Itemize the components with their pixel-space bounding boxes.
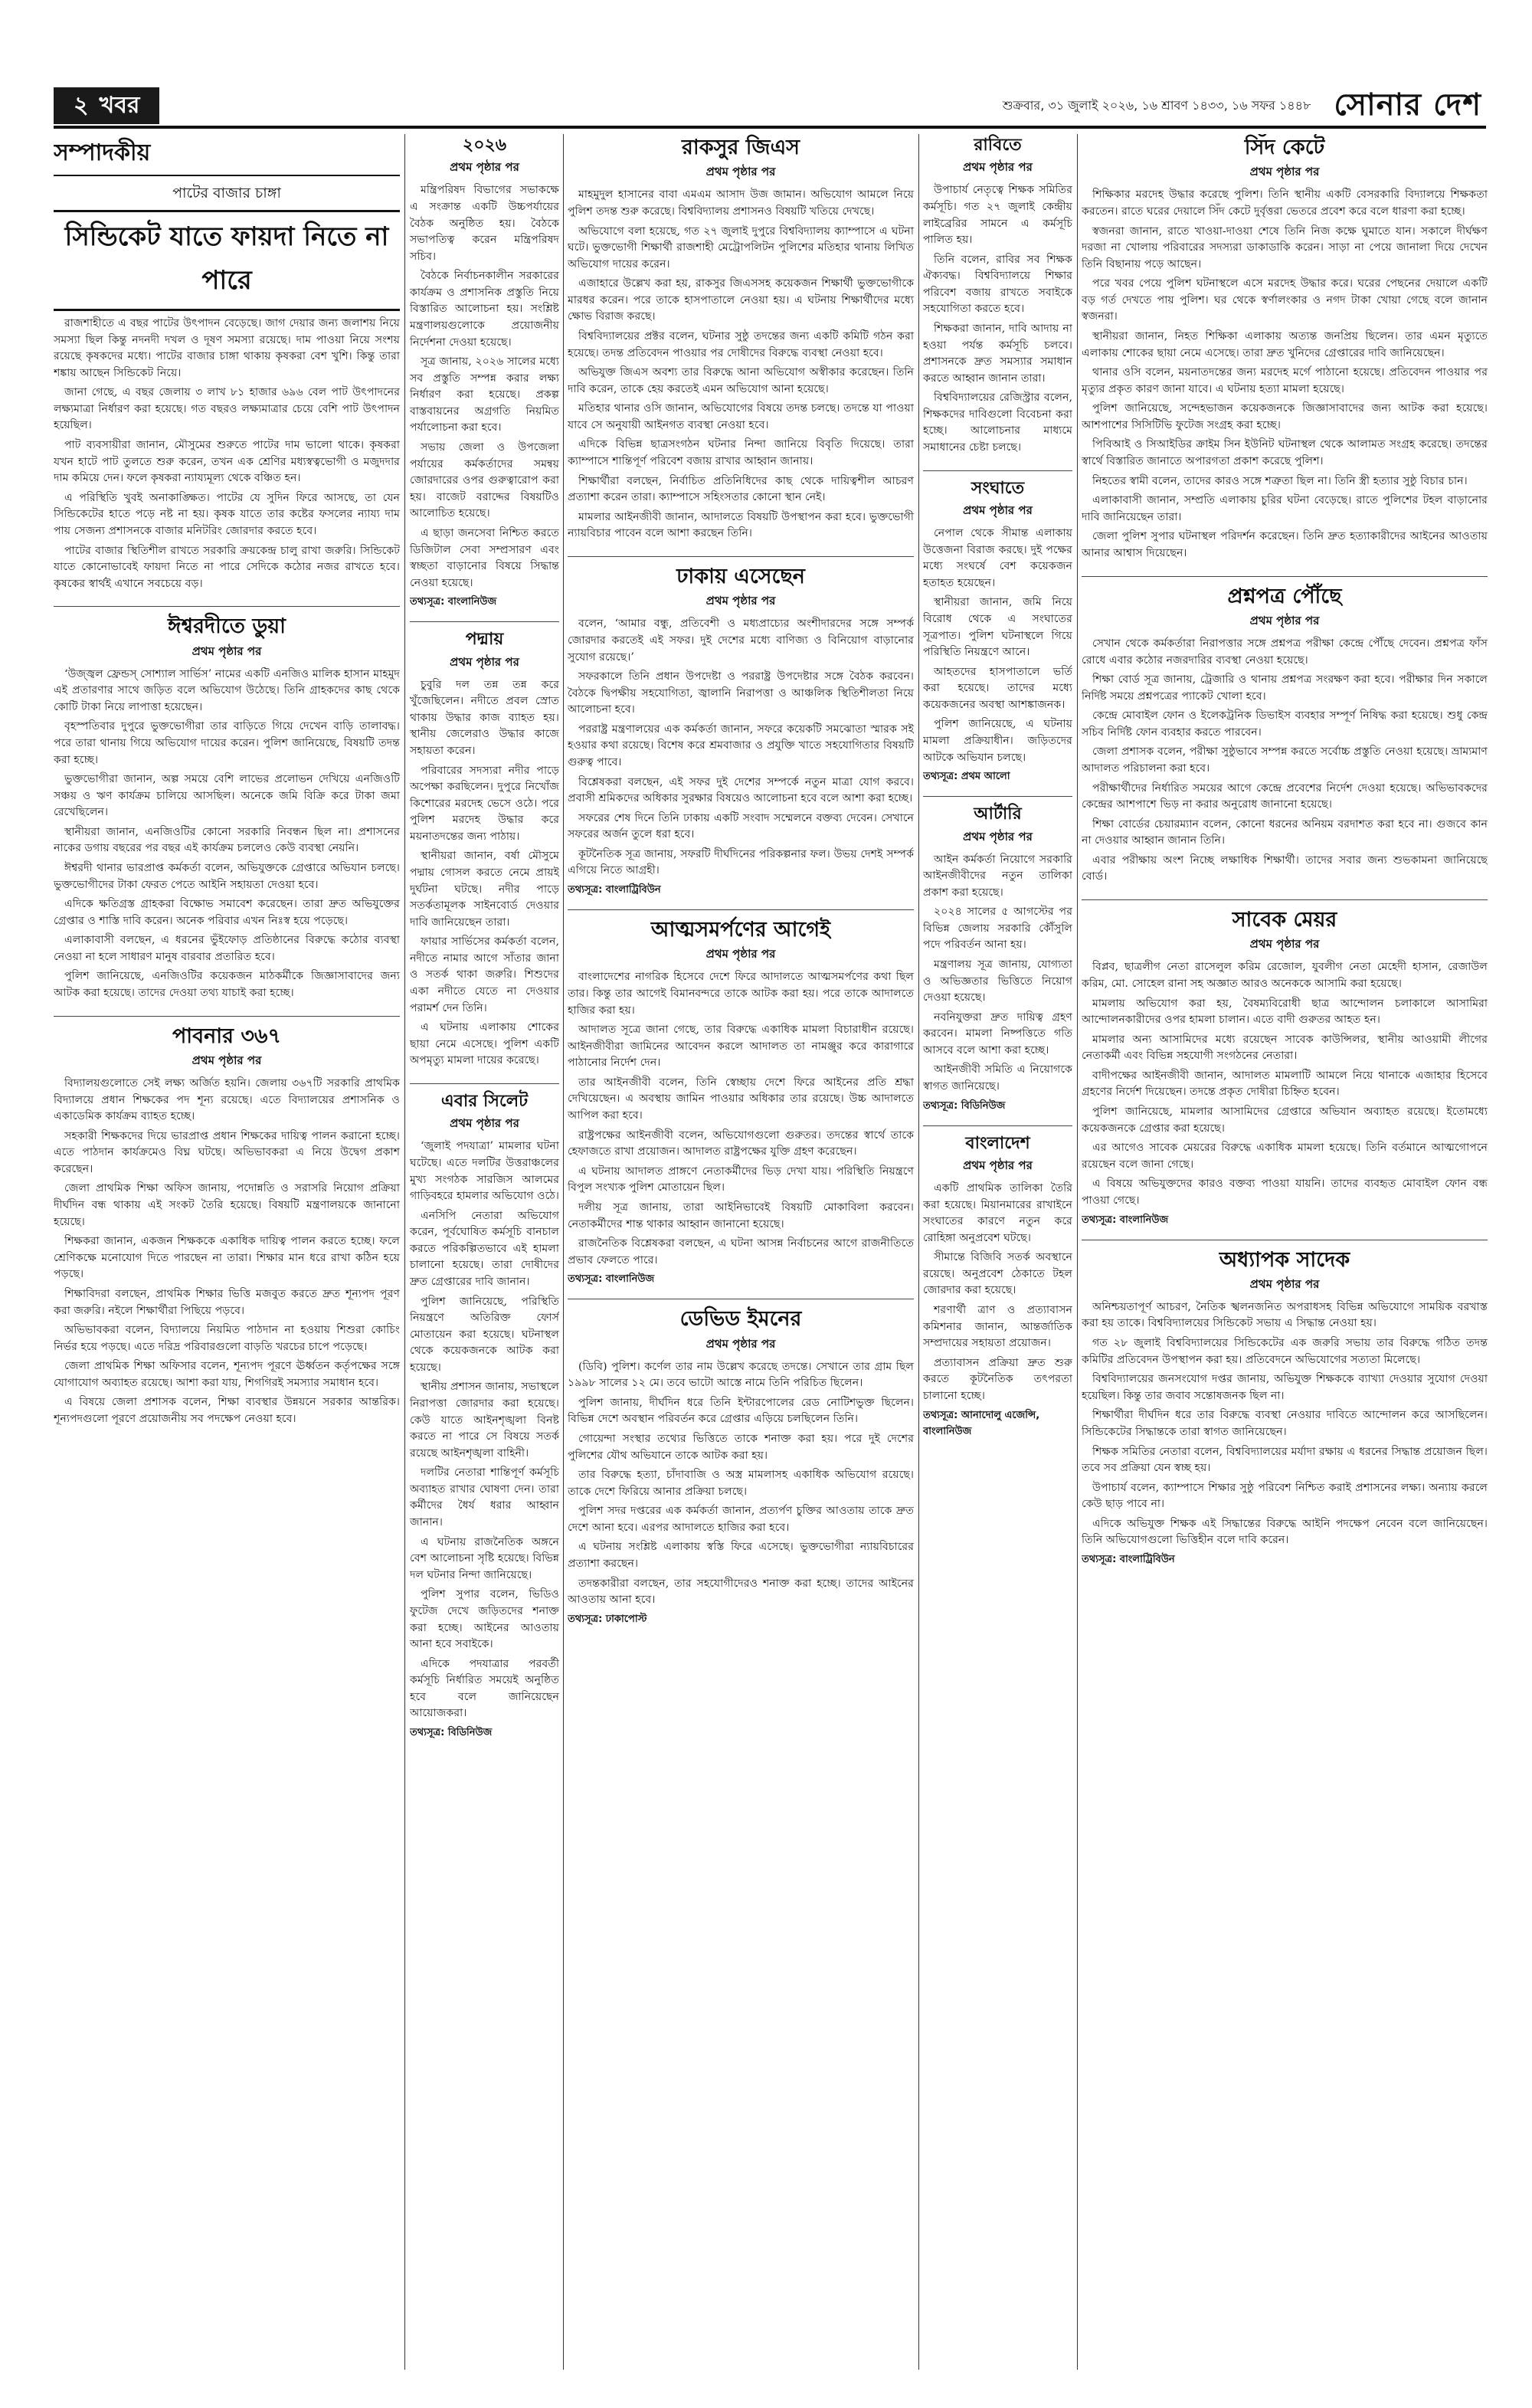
paragraph: শিক্ষকরা জানান, একজন শিক্ষককে একাধিক দায়িত্ব পালন করতে হচ্ছে। ফলে শ্রেণিকক্ষে মনোযোগ দিতে পারছেন না তারা। শিক্ষার মান ধরে রাখা কঠিন হয়ে পড়ছে।: [54, 1235, 400, 1281]
story-david-emon: [568, 1299, 914, 1627]
continuation-label: প্রথম পৃষ্ঠার পর: [1249, 1276, 1320, 1291]
paragraph: এদিকে ক্ষতিগ্রস্ত গ্রাহকরা বিক্ষোভ সমাবেশ করেছেন। তারা দ্রুত অভিযুক্তের গ্রেপ্তার ও শাস্তি দাবি করেন। অনেক পরিবার এখন নিঃস্ব হয়ে পড়েছে।: [54, 898, 400, 927]
story-source: তথ্যসূত্র: বিডিনিউজ: [410, 1727, 493, 1738]
continuation-label: প্রথম পৃষ্ঠার পর: [963, 1158, 1033, 1172]
paragraph: রাষ্ট্রপক্ষের আইনজীবী বলেন, অভিযোগগুলো গুরুতর। তদন্তের স্বার্থে তাকে হেফাজতে রাখা প্রয়োজন। আদালত রাষ্ট্রপক্ষের যুক্তি গ্রহণ করেছেন।: [568, 1129, 914, 1158]
paragraph: এ পরিস্থিতি খুবই অনাকাঙ্ক্ষিত। পাটের যে সুদিন ফিরে আসছে, তা যেন সিন্ডিকেটের হাতে পড়ে নষ্ট না হয়। কৃষক যাতে তার কষ্টের ফসলের ন্যায্য দাম পায় সেজন্য প্রশাসনকে বাজার মনিটরিং জোরদার করতে হবে।: [54, 491, 400, 537]
paragraph: জেলা প্রশাসক বলেন, পরীক্ষা সুষ্ঠুভাবে সম্পন্ন করতে সর্বোচ্চ প্রস্তুতি নেওয়া হয়েছে। ভ্রাম্যমাণ আদালত পরিচালনা করা হবে।: [1082, 745, 1488, 775]
paragraph: আহতদের হাসপাতালে ভর্তি করা হয়েছে। তাদের মধ্যে কয়েকজনের অবস্থা আশঙ্কাজনক।: [923, 665, 1072, 711]
continuation-label: প্রথম পৃষ্ঠার পর: [705, 947, 776, 962]
continuation-label: প্রথম পৃষ্ঠার পর: [450, 654, 519, 669]
paragraph: সীমান্তে বিজিবি সতর্ক অবস্থানে রয়েছে। অনুপ্রবেশ ঠেকাতে টহল জোরদার করা হয়েছে।: [923, 1251, 1072, 1297]
paragraph: তার বিরুদ্ধে হত্যা, চাঁদাবাজি ও অস্ত্র মামলাসহ একাধিক অভিযোগ রয়েছে। তাকে দেশে ফিরিয়ে আনার প্রক্রিয়া চলছে।: [568, 1469, 914, 1498]
paragraph: পুলিশ সদর দপ্তরের এক কর্মকর্তা জানান, প্রত্যর্পণ চুক্তির আওতায় তাকে দ্রুত দেশে আনা হবে। এরপর আদালতে হাজির করা হবে।: [568, 1505, 914, 1534]
story-source: তথ্যসূত্র: প্রথম আলো: [923, 771, 1010, 783]
paragraph: মামলার অন্য আসামিদের মধ্যে রয়েছেন সাবেক কাউন্সিলর, স্থানীয় আওয়ামী লীগের নেতাকর্মী এবং বিভিন্ন সহযোগী সংগঠনের নেতারা।: [1082, 1033, 1488, 1063]
continuation-label: প্রথম পৃষ্ঠার পর: [192, 1053, 262, 1068]
paragraph: অভিভাবকরা বলেন, বিদ্যালয়ে নিয়মিত পাঠদান না হওয়ায় শিশুরা কোচিং নির্ভর হয়ে পড়ছে। এতে দরিদ্র পরিবারগুলো বাড়তি খরচের চাপে পড়েছে।: [54, 1324, 400, 1353]
paragraph: বিদ্যালয়গুলোতে সেই লক্ষ্য অর্জিত হয়নি। জেলায় ৩৬৭টি সরকারি প্রাথমিক বিদ্যালয়ে প্রধান শিক্ষকের পদ শূন্য রয়েছে। এতে বিদ্যালয়ের প্রশাসনিক ও একাডেমিক কার্যক্রম ব্যাহত হচ্ছে।: [54, 1077, 400, 1123]
continuation-label: প্রথম পৃষ্ঠার পর: [963, 160, 1033, 175]
story-professor-sadek: [1082, 1240, 1488, 1568]
paragraph: এজাহারে উল্লেখ করা হয়, রাকসুর জিএসসহ কয়েকজন শিক্ষার্থী ভুক্তভোগীকে মারধর করেন। পরে তাকে হাসপাতালে নেওয়া হয়। এ ঘটনায় শিক্ষার্থীদের মধ্যে ক্ষোভ বিরাজ করছে।: [568, 277, 914, 323]
story-headline: সংঘাতে: [971, 478, 1025, 498]
story-dhaka-visit: [568, 556, 914, 899]
paragraph: এবার পরীক্ষায় অংশ নিচ্ছে লক্ষাধিক শিক্ষার্থী। তাদের সবার জন্য শুভকামনা জানিয়েছে বোর্ড।: [1082, 853, 1488, 883]
story-headline: পাবনার ৩৬৭: [172, 1024, 282, 1048]
paragraph: বিশ্লেষকরা বলছেন, এই সফর দুই দেশের সম্পর্কে নতুন মাত্রা যোগ করবে। প্রবাসী শ্রমিকদের অধিকার সুরক্ষার বিষয়েও আলোচনা হবে বলে আশা করা হচ্ছে।: [568, 775, 914, 805]
paragraph: শিক্ষার্থীরা বলছেন, নির্বাচিত প্রতিনিধিদের কাছ থেকে দায়িত্বশীল আচরণ প্রত্যাশা করেন তারা। ক্যাম্পাসে সহিংসতার কোনো স্থান নেই।: [568, 474, 914, 504]
paragraph: এ ছাড়া জনসেবা নিশ্চিত করতে ডিজিটাল সেবা সম্প্রসারণ এবং স্বচ্ছতা বাড়ানোর বিষয়ে সিদ্ধান্ত নেওয়া হয়েছে।: [410, 526, 559, 589]
column-rule: [404, 134, 405, 2370]
continuation-label: প্রথম পৃষ্ঠার পর: [1249, 165, 1320, 179]
paragraph: থানার ওসি বলেন, ময়নাতদন্তের জন্য মরদেহ মর্গে পাঠানো হয়েছে। প্রতিবেদন পাওয়ার পর মৃত্যুর প্রকৃত কারণ জানা যাবে। এ ঘটনায় হত্যা মামলা হয়েছে।: [1082, 366, 1488, 395]
paragraph: শরণার্থী ত্রাণ ও প্রত্যাবাসন কমিশনার জানান, আন্তর্জাতিক সম্প্রদায়ের সহায়তা প্রয়োজন।: [923, 1304, 1072, 1350]
paragraph: এনসিপি নেতারা অভিযোগ করেন, পূর্বঘোষিত কর্মসূচি বানচাল করতে পরিকল্পিতভাবে এই হামলা চালানো হয়েছে। তারা দোষীদের দ্রুত গ্রেপ্তারের দাবি জানান।: [410, 1209, 559, 1288]
paragraph: মন্ত্রিপরিষদ বিভাগের সভাকক্ষে এ সংক্রান্ত একটি উচ্চপর্যায়ের বৈঠক অনুষ্ঠিত হয়। বৈঠকে সভাপতিত্ব করেন মন্ত্রিপরিষদ সচিব।: [410, 184, 559, 263]
continuation-label: প্রথম পৃষ্ঠার পর: [1249, 613, 1320, 627]
paragraph: কেন্দ্রে মোবাইল ফোন ও ইলেকট্রনিক ডিভাইস ব্যবহার সম্পূর্ণ নিষিদ্ধ করা হয়েছে। শুধু কেন্দ্র সচিব নির্দিষ্ট ফোন ব্যবহার করতে পারবেন।: [1082, 709, 1488, 739]
continuation-label: প্রথম পৃষ্ঠার পর: [705, 1336, 776, 1351]
paragraph: শিক্ষা বোর্ডের চেয়ারম্যান বলেন, কোনো ধরনের অনিয়ম বরদাশত করা হবে না। গুজবে কান না দেওয়ার আহ্বান জানান তিনি।: [1082, 817, 1488, 847]
paragraph: পরিবারের সদস্যরা নদীর পাড়ে অপেক্ষা করছিলেন। দুপুরে নিখোঁজ কিশোরের মরদেহ ভেসে ওঠে। পরে পুলিশ মরদেহ উদ্ধার করে ময়নাতদন্তের জন্য পাঠায়।: [410, 764, 559, 843]
paragraph: পাট ব্যবসায়ীরা জানান, মৌসুমের শুরুতে পাটের দাম ভালো থাকে। কৃষকরা যখন হাটে পাট তুলতে শুরু করেন, তখন এক শ্রেণির মধ্যস্বত্বভোগী ও মজুদদার দাম কমিয়ে দেন। ফলে কৃষকরা ন্যায্যমূল্য থেকে বঞ্চিত হন।: [54, 439, 400, 485]
paragraph: পিবিআই ও সিআইডির ক্রাইম সিন ইউনিট ঘটনাস্থল থেকে আলামত সংগ্রহ করেছে। তদন্তের স্বার্থে বিস্তারিত জানাতে অপারগতা প্রকাশ করেছে পুলিশ।: [1082, 438, 1488, 468]
paragraph: এ বিষয়ে জেলা প্রশাসক বলেন, শিক্ষা ব্যবস্থার উন্নয়নে সরকার আন্তরিক। শূন্যপদগুলো পূরণে প্রয়োজনীয় সব পদক্ষেপ নেওয়া হবে।: [54, 1396, 400, 1425]
paragraph: বাদীপক্ষের আইনজীবী জানান, আদালত মামলাটি আমলে নিয়ে থানাকে এজাহার হিসেবে গ্রহণের নির্দেশ দিয়েছেন। তদন্তে প্রকৃত দোষীরা চিহ্নিত হবেন।: [1082, 1069, 1488, 1099]
column-rule: [1077, 134, 1078, 2370]
paragraph: এর আগেও সাবেক মেয়রের বিরুদ্ধে একাধিক মামলা হয়েছে। তিনি বর্তমানে আত্মগোপনে রয়েছেন বলে জানা গেছে।: [1082, 1142, 1488, 1171]
paragraph: মাহমুদুল হাসানের বাবা এমএম আসাদ উজ জামান। অভিযোগ আমলে নিয়ে পুলিশ তদন্ত শুরু করেছে। বিশ্ববিদ্যালয় প্রশাসনও বিষয়টি খতিয়ে দেখছে।: [568, 188, 914, 218]
paragraph: বৃহস্পতিবার দুপুরে ভুক্তভোগীরা তার বাড়িতে গিয়ে দেখেন বাড়ি তালাবদ্ধ। পরে তারা থানায় গিয়ে অভিযোগ দায়ের করেন। পুলিশ জানিয়েছে, বিষয়টি তদন্ত করা হচ্ছে।: [54, 720, 400, 766]
paragraph: (ডিবি) পুলিশ। কর্ণেল তার নাম উল্লেখ করেছে তদন্তে। সেখানে তার গ্রাম ছিল ১৯৯৮ সালের ১২ মে। তবে ভাটো আস্তে নামে তিনি পরিচিত ছিলেন।: [568, 1360, 914, 1390]
paragraph: স্থানীয়রা জানান, এনজিওটির কোনো সরকারি নিবন্ধন ছিল না। প্রশাসনের নাকের ডগায় বছরের পর বছর এই কার্যক্রম চললেও কেউ ব্যবস্থা নেয়নি।: [54, 825, 400, 855]
paragraph: শিক্ষিকার মরদেহ উদ্ধার করেছে পুলিশ। তিনি স্থানীয় একটি বেসরকারি বিদ্যালয়ে শিক্ষকতা করতেন। রাতে ঘরের দেয়ালে সিঁদ কেটে দুর্বৃত্তরা ভেতরে প্রবেশ করে বলে ধারণা করা হচ্ছে।: [1082, 188, 1488, 218]
column-1: [54, 134, 400, 2370]
column-5: [1082, 134, 1488, 2370]
editorial-headline: সিন্ডিকেট যাতে ফায়দা নিতে না পারে: [54, 210, 400, 311]
story-headline: আত্মসমর্পণের আগেই: [650, 918, 831, 942]
story-conflict: [923, 470, 1072, 785]
page-header: [54, 86, 1486, 129]
story-headline: অধ্যাপক সাদেক: [1219, 1247, 1350, 1272]
story-headline: ঈশ্বরদীতে ডুয়া: [168, 614, 286, 639]
paragraph: পাটের বাজার স্থিতিশীল রাখতে সরকারি ক্রয়কেন্দ্র চালু রাখা জরুরি। সিন্ডিকেট যাতে কোনোভাবেই ফায়দা নিতে না পারে সেদিকে কঠোর নজর রাখতে হবে। কৃষকের স্বার্থই এখানে সবচেয়ে বড়।: [54, 544, 400, 590]
paragraph: শিক্ষার্থীরা দীর্ঘদিন ধরে তার বিরুদ্ধে ব্যবস্থা নেওয়ার দাবিতে আন্দোলন করে আসছিলেন। সিন্ডিকেটের সিদ্ধান্তকে তারা স্বাগত জানিয়েছেন।: [1082, 1409, 1488, 1438]
story-headline: রাকসুর জিএস: [682, 136, 800, 159]
story-headline: পদ্মায়: [465, 630, 504, 650]
story-headline: ঢাকায় এসেছেন: [676, 564, 805, 588]
story-sind-kete: [1082, 134, 1488, 565]
paragraph: বিশ্ববিদ্যালয়ের রেজিস্ট্রার বলেন, শিক্ষকদের দাবিগুলো বিবেচনা করা হচ্ছে। আলোচনার মাধ্যমে সমাধানের চেষ্টা চলছে।: [923, 392, 1072, 454]
paragraph: ‘জুলাই পদযাত্রা’ মামলার ঘটনা ঘটেছে। এতে দলটির উত্তরাঞ্চলের মুখ্য সংগঠক সারজিস আলমের গাড়িবহরে হামলার অভিযোগ ওঠে।: [410, 1140, 559, 1203]
paragraph: পুলিশ জানিয়েছে, মামলার আসামিদের গ্রেপ্তারে অভিযান অব্যাহত রয়েছে। ইতোমধ্যে কয়েকজনকে গ্রেপ্তার করা হয়েছে।: [1082, 1106, 1488, 1135]
story-headline: ২০২৬: [462, 136, 507, 155]
story-rabi: [923, 134, 1072, 460]
paragraph: সূত্র জানায়, ২০২৬ সালের মধ্যে সব প্রস্তুতি সম্পন্ন করার লক্ষ্য নির্ধারণ করা হয়েছে। প্রকল্প বাস্তবায়নের অগ্রগতি নিয়মিত পর্যালোচনা করা হবে।: [410, 355, 559, 434]
story-surrender: [568, 909, 914, 1288]
page-badge: [54, 87, 159, 124]
paragraph: নবনিযুক্তরা দ্রুত দায়িত্ব গ্রহণ করবেন। মামলা নিষ্পত্তিতে গতি আসবে বলে আশা করা হচ্ছে।: [923, 1011, 1072, 1057]
paragraph: ভুক্তভোগীরা জানান, অল্প সময়ে বেশি লাভের প্রলোভন দেখিয়ে এনজিওটি সঞ্চয় ও ঋণ কার্যক্রম চালিয়ে আসছিল। অনেকে জমি বিক্রি করে টাকা জমা রেখেছিলেন।: [54, 773, 400, 819]
paragraph: জানা গেছে, এ বছর জেলায় ৩ লাখ ৮১ হাজার ৬৯৬ বেল পাট উৎপাদনের লক্ষ্যমাত্রা নির্ধারণ করা হয়েছে। গত বছরও লক্ষ্যমাত্রার চেয়ে বেশি পাট উৎপাদন হয়েছিল।: [54, 386, 400, 432]
paragraph: ঈশ্বরদী থানার ভারপ্রাপ্ত কর্মকর্তা বলেন, অভিযুক্তকে গ্রেপ্তারে অভিযান চলছে। ভুক্তভোগীদের টাকা ফেরত পেতে আইনি সহায়তা দেওয়া হবে।: [54, 862, 400, 891]
continuation-label: প্রথম পৃষ্ঠার পর: [192, 644, 262, 658]
story-sylhet: [410, 1083, 559, 1741]
paragraph: নিহতের স্বামী বলেন, তাদের কারও সঙ্গে শত্রুতা ছিল না। তিনি স্ত্রী হত্যার সুষ্ঠু বিচার চান।: [1092, 474, 1468, 487]
page-number: ২: [74, 91, 89, 119]
story-pabna: [54, 1016, 400, 1431]
paragraph: আইনজীবী সমিতি এ নিয়োগকে স্বাগত জানিয়েছে।: [923, 1063, 1072, 1093]
paragraph: এ ঘটনায় রাজনৈতিক অঙ্গনে বেশ আলোচনা সৃষ্টি হয়েছে। বিভিন্ন দল ঘটনার নিন্দা জানিয়েছে।: [410, 1535, 559, 1581]
paragraph: জেলা প্রাথমিক শিক্ষা অফিসার বলেন, শূন্যপদ পূরণে ঊর্ধ্বতন কর্তৃপক্ষের সঙ্গে যোগাযোগ অব্যাহত রয়েছে। আশা করা যায়, শিগগিরই সমস্যার সমাধান হবে।: [54, 1360, 400, 1389]
paragraph: শিক্ষকরা জানান, দাবি আদায় না হওয়া পর্যন্ত কর্মসূচি চলবে। প্রশাসনকে দ্রুত সমস্যার সমাধান করতে আহ্বান জানান তারা।: [923, 323, 1072, 385]
story-padma: [410, 621, 559, 1073]
paragraph: আইন কর্মকর্তা নিয়োগে সরকারি আইনজীবীদের নতুন তালিকা প্রকাশ করা হয়েছে।: [923, 853, 1072, 899]
paragraph: আদালত সূত্রে জানা গেছে, তার বিরুদ্ধে একাধিক মামলা বিচারাধীন রয়েছে। আইনজীবীরা জামিনের আবেদন করলে আদালত তা নামঞ্জুর করে কারাগারে পাঠানোর নির্দেশ দেন।: [568, 1024, 914, 1070]
paragraph: এলাকাবাসী বলছেন, এ ধরনের ভুঁইফোড় প্রতিষ্ঠানের বিরুদ্ধে কঠোর ব্যবস্থা নেওয়া না হলে সাধারণ মানুষ বারবার প্রতারিত হবে।: [54, 934, 400, 963]
masthead-logo: সোনার দেশ: [1334, 87, 1481, 123]
paragraph: বিশ্ববিদ্যালয়ের জনসংযোগ দপ্তর জানায়, অভিযুক্ত শিক্ষককে ব্যাখ্যা দেওয়ার সুযোগ দেওয়া হয়েছিল। কিন্তু তার জবাব সন্তোষজনক ছিল না।: [1082, 1373, 1488, 1402]
paragraph: অনিশ্চয়তাপূর্ণ আচরণ, নৈতিক স্খলনজনিত অপরাধসহ বিভিন্ন অভিযোগে সাময়িক বরখাস্ত করা হয় তাকে। বিশ্ববিদ্যালয়ের সিন্ডিকেট সভায় এ সিদ্ধান্ত নেওয়া হয়।: [1082, 1300, 1488, 1330]
paragraph: চুবুরি দল তন্ন তন্ন করে খুঁজেছিলেন। নদীতে প্রবল স্রোত থাকায় উদ্ধার কাজ ব্যাহত হয়। স্থানীয় জেলেরাও উদ্ধার কাজে সহায়তা করেন।: [410, 678, 559, 757]
paragraph: মন্ত্রণালয় সূত্র জানায়, যোগ্যতা ও অভিজ্ঞতার ভিত্তিতে নিয়োগ দেওয়া হয়েছে।: [923, 958, 1072, 1004]
paragraph: সফরের শেষ দিনে তিনি ঢাকায় একটি সংবাদ সম্মেলনে বক্তব্য দেবেন। সেখানে সফরের অর্জন তুলে ধরা হবে।: [568, 811, 914, 841]
paragraph: প্রত্যাবাসন প্রক্রিয়া দ্রুত শুরু করতে কূটনৈতিক তৎপরতা চালানো হচ্ছে।: [923, 1356, 1072, 1402]
story-source: তথ্যসূত্র: বাংলাট্রিবিউন: [568, 884, 661, 896]
story-former-mayor: [1082, 899, 1488, 1228]
paragraph: স্থানীয়রা জানান, জমি নিয়ে বিরোধ থেকে এ সংঘাতের সূত্রপাত। পুলিশ ঘটনাস্থলে গিয়ে পরিস্থিতি নিয়ন্ত্রণে আনে।: [923, 596, 1072, 659]
column-rule: [918, 134, 919, 2370]
story-bangladesh: [923, 1125, 1072, 1440]
paragraph: পুলিশ জানিয়েছে, এ ঘটনায় মামলা প্রক্রিয়াধীন। জড়িতদের আটকে অভিযান চলছে।: [923, 718, 1072, 764]
paragraph: এদিকে পদযাত্রার পরবর্তী কর্মসূচি নির্ধারিত সময়েই অনুষ্ঠিত হবে বলে জানিয়েছেন আয়োজকরা।: [410, 1657, 559, 1720]
paragraph: এ ঘটনায় আদালত প্রাঙ্গণে নেতাকর্মীদের ভিড় দেখা যায়। পরিস্থিতি নিয়ন্ত্রণে বিপুল সংখ্যক পুলিশ মোতায়েন ছিল।: [568, 1165, 914, 1194]
paragraph: স্থানীয়রা জানান, বর্ষা মৌসুমে পদ্মায় গোসল করতে নেমে প্রায়ই দুর্ঘটনা ঘটছে। নদীর পাড়ে সতর্কতামূলক সাইনবোর্ড দেওয়ার দাবি জানিয়েছেন তারা।: [410, 850, 559, 929]
column-2: [410, 134, 559, 2370]
column-rule: [563, 134, 564, 2370]
paragraph: সহকারী শিক্ষকদের দিয়ে ভারপ্রাপ্ত প্রধান শিক্ষকের দায়িত্ব পালন করানো হচ্ছে। এতে পাঠদান কার্যক্রমেও বিঘ্ন ঘটছে। অভিভাবকরা এ নিয়ে উদ্বেগ প্রকাশ করেছেন।: [54, 1129, 400, 1175]
continuation-label: প্রথম পৃষ্ঠার পর: [963, 503, 1033, 518]
paragraph: তার আইনজীবী বলেন, তিনি স্বেচ্ছায় দেশে ফিরে আইনের প্রতি শ্রদ্ধা দেখিয়েছেন। এ অবস্থায় জামিন পাওয়ার অধিকার তার রয়েছে। উচ্চ আদালতে আপিল করা হবে।: [568, 1076, 914, 1122]
paragraph: নেপাল থেকে সীমান্ত এলাকায় উত্তেজনা বিরাজ করছে। দুই পক্ষের মধ্যে সংঘর্ষে বেশ কয়েকজন হতাহত হয়েছেন।: [923, 527, 1072, 589]
continuation-label: প্রথম পৃষ্ঠার পর: [705, 165, 776, 179]
story-question-paper: [1082, 576, 1488, 889]
editorial-kicker: পাটের বাজার চাঙ্গা: [172, 185, 281, 201]
story-headline: আর্টারি: [974, 804, 1022, 824]
column-3: [568, 134, 914, 2370]
paragraph: রাজনৈতিক বিশ্লেষকরা বলছেন, এ ঘটনা আসন্ন নির্বাচনের আগে রাজনীতিতে প্রভাব ফেলতে পারে।: [568, 1237, 914, 1266]
paragraph: এদিকে অভিযুক্ত শিক্ষক এই সিদ্ধান্তের বিরুদ্ধে আইনি পদক্ষেপ নেবেন বলে জানিয়েছেন। তিনি অভিযোগগুলো ভিত্তিহীন বলে দাবি করেন।: [1082, 1517, 1488, 1547]
continuation-label: প্রথম পৃষ্ঠার পর: [963, 829, 1033, 844]
paragraph: গোয়েন্দা সংস্থার তথ্যের ভিত্তিতে তাকে শনাক্ত করা হয়। পরে দুই দেশের পুলিশের যৌথ অভিযানে তাকে আটক করা হয়।: [568, 1432, 914, 1462]
paragraph: দলটির নেতারা শান্তিপূর্ণ কর্মসূচি অব্যাহত রাখার ঘোষণা দেন। তারা কর্মীদের ধৈর্য ধরার আহ্বান জানান।: [410, 1466, 559, 1529]
paragraph: সভায় জেলা ও উপজেলা পর্যায়ের কর্মকর্তাদের সমন্বয় জোরদারের ওপর গুরুত্বারোপ করা হয়। বাজেট বরাদ্দের বিষয়টিও আলোচিত হয়েছে।: [410, 441, 559, 520]
paragraph: পুলিশ জানিয়েছে, এনজিওটির কয়েকজন মাঠকর্মীকে জিজ্ঞাসাবাদের জন্য আটক করা হয়েছে। তাদের দেওয়া তথ্য যাচাই করা হচ্ছে।: [54, 970, 400, 1000]
paragraph: ‘উজ্জ্বল ফ্রেন্ডস্ সোশ্যাল সার্ভিস’ নামের একটি এনজিও মালিক হাসান মাহমুদ এই প্রতারণার সাথে জড়িত বলে অভিযোগ উঠেছে। তিনি গ্রাহকদের কাছ থেকে কোটি টাকা নিয়ে লাপাত্তা হয়েছেন।: [54, 667, 400, 713]
continuation-label: প্রথম পৃষ্ঠার পর: [1249, 937, 1320, 952]
paragraph: মতিহার থানার ওসি জানান, অভিযোগের বিষয়ে তদন্ত চলছে। তদন্তে যা পাওয়া যাবে সে অনুযায়ী আইনগত ব্যবস্থা নেওয়া হবে।: [568, 402, 914, 431]
paragraph: উপাচার্য বলেন, ক্যাম্পাসে শিক্ষার সুষ্ঠু পরিবেশ নিশ্চিত করাই প্রশাসনের লক্ষ্য। অন্যায় করলে কেউ ছাড় পাবে না।: [1082, 1481, 1488, 1511]
paragraph: বৈঠকে নির্বাচনকালীন সরকারের কার্যক্রম ও প্রশাসনিক প্রস্তুতি নিয়ে বিস্তারিত আলোচনা হয়। সংশ্লিষ্ট মন্ত্রণালয়গুলোকে প্রয়োজনীয় নির্দেশনা দেওয়া হয়েছে।: [410, 270, 559, 349]
paragraph: সফরকালে তিনি প্রধান উপদেষ্টা ও পররাষ্ট্র উপদেষ্টার সঙ্গে বৈঠক করবেন। বৈঠকে দ্বিপক্ষীয় সহযোগিতা, জ্বালানি নিরাপত্তা ও আঞ্চলিক স্থিতিশীলতা নিয়ে আলোচনা হবে।: [568, 670, 914, 716]
paragraph: উপাচার্য নেতৃত্বে শিক্ষক সমিতির কর্মসূচি। গত ২৭ জুলাই কেন্দ্রীয় লাইব্রেরির সামনে এ কর্মসূচি পালিত হয়।: [923, 184, 1072, 247]
paragraph: সেখান থেকে কর্মকর্তারা নিরাপত্তার সঙ্গে প্রশ্নপত্র পরীক্ষা কেন্দ্রে পৌঁছে দেবেন। প্রশ্নপত্র ফাঁস রোধে এবার কঠোর নজরদারির ব্যবস্থা নেওয়া হয়েছে।: [1082, 637, 1488, 667]
paragraph: পুলিশ জানিয়েছে, সন্দেহভাজন কয়েকজনকে জিজ্ঞাসাবাদের জন্য আটক করা হয়েছে। আশপাশের সিসিটিভি ফুটেজ সংগ্রহ করা হচ্ছে।: [1082, 402, 1488, 431]
story-raksu: [568, 134, 914, 545]
paragraph: বাংলাদেশের নাগরিক হিসেবে দেশে ফিরে আদালতে আত্মসমর্পণের কথা ছিল তার। কিন্তু তার আগেই বিমানবন্দরে তাকে আটক করা হয়। পরে তাকে আদালতে হাজির করা হয়।: [568, 971, 914, 1017]
paragraph: শিক্ষা বোর্ড সূত্র জানায়, ট্রেজারি ও থানায় প্রশ্নপত্র সংরক্ষণ করা হবে। পরীক্ষার দিন সকালে নির্দিষ্ট সময়ে প্রশ্নপত্রের প্যাকেট খোলা হবে।: [1082, 673, 1488, 703]
paragraph: পররাষ্ট্র মন্ত্রণালয়ের এক কর্মকর্তা জানান, সফরে কয়েকটি সমঝোতা স্মারক সই হওয়ার কথা রয়েছে। বিশেষ করে শ্রমবাজার ও প্রযুক্তি খাতে সহযোগিতার বিষয়টি গুরুত্ব পাবে।: [568, 722, 914, 768]
section-name: খবর: [99, 91, 140, 119]
paragraph: শিক্ষাবিদরা বলছেন, প্রাথমিক শিক্ষার ভিত্তি মজবুত করতে দ্রুত শূন্যপদ পূরণ করা জরুরি। নইলে শিক্ষার্থীরা পিছিয়ে পড়বে।: [54, 1287, 400, 1317]
paragraph: মামলায় অভিযোগ করা হয়, বৈষম্যবিরোধী ছাত্র আন্দোলন চলাকালে আসামিরা আন্দোলনকারীদের ওপর হামলা চালান। এতে বাদী গুরুতর আহত হন।: [1082, 997, 1488, 1027]
story-artery: [923, 796, 1072, 1114]
paragraph: ফায়ার সার্ভিসের কর্মকর্তা বলেন, নদীতে নামার আগে সাঁতার জানা ও সতর্ক থাকা জরুরি। শিশুদের একা নদীতে যেতে না দেওয়ার পরামর্শ দেন তিনি।: [410, 935, 559, 1014]
story-headline: ডেভিড ইমনের: [679, 1307, 802, 1332]
story-headline: রাবিতে: [974, 136, 1022, 155]
paragraph: গত ২৮ জুলাই বিশ্ববিদ্যালয়ের সিন্ডিকেটের এক জরুরি সভায় তার বিরুদ্ধে গঠিত তদন্ত কমিটির প্রতিবেদন উপস্থাপন করা হয়। প্রতিবেদনে অভিযোগের সত্যতা মিলেছে।: [1082, 1337, 1488, 1366]
paragraph: অভিযোগে বলা হয়েছে, গত ২৭ জুলাই দুপুরে বিশ্ববিদ্যালয় ক্যাম্পাসে এ ঘটনা ঘটে। ভুক্তভোগী শিক্ষার্থী রাজশাহী মেট্রোপলিটন পুলিশের মতিহার থানায় লিখিত অভিযোগ দায়ের করেন।: [568, 224, 914, 270]
paragraph: পুলিশ জানায়, দীর্ঘদিন ধরে তিনি ইন্টারপোলের রেড নোটিশভুক্ত ছিলেন। বিভিন্ন দেশে অবস্থান পরিবর্তন করে গ্রেপ্তার এড়িয়ে চলছিলেন তিনি।: [568, 1396, 914, 1426]
paragraph: এলাকাবাসী জানান, সম্প্রতি এলাকায় চুরির ঘটনা বেড়েছে। রাতে পুলিশের টহল বাড়ানোর দাবি জানিয়েছেন তারা।: [1082, 494, 1488, 523]
paragraph: একটি প্রাথমিক তালিকা তৈরি করা হয়েছে। মিয়ানমারের রাখাইনে সংঘাতের কারণে নতুন করে রোহিঙ্গা অনুপ্রবেশ ঘটছে।: [923, 1182, 1072, 1244]
paragraph: জেলা পুলিশ সুপার ঘটনাস্থল পরিদর্শন করেছেন। তিনি দ্রুত হত্যাকারীদের আইনের আওতায় আনার আশ্বাস দিয়েছেন।: [1082, 530, 1488, 559]
paragraph: পুলিশ সুপার বলেন, ভিডিও ফুটেজ দেখে জড়িতদের শনাক্ত করা হচ্ছে। আইনের আওতায় আনা হবে সবাইকে।: [410, 1588, 559, 1651]
paragraph: স্থানীয়রা জানান, নিহত শিক্ষিকা এলাকায় অত্যন্ত জনপ্রিয় ছিলেন। তার এমন মৃত্যুতে এলাকায় শোকের ছায়া নেমে এসেছে। তারা দ্রুত খুনিদের গ্রেপ্তারের দাবি জানিয়েছেন।: [1082, 330, 1488, 359]
paragraph: বিপ্লব, ছাত্রলীগ নেতা রাসেলুল করিম রেজোল, যুবলীগ নেতা মেহেদী হাসান, রেজাউল করিম, মো. সোহেল রানা সহ অজ্ঞাত আরও অনেককে আসামি করা হয়েছে।: [1082, 961, 1488, 990]
editorial: [54, 134, 400, 595]
story-source: তথ্যসূত্র: বাংলানিউজ: [1082, 1214, 1169, 1226]
paragraph: মামলার আইনজীবী জানান, আদালতে বিষয়টি উপস্থাপন করা হবে। ভুক্তভোগী ন্যায়বিচার পাবেন বলে আশা করছেন তিনি।: [568, 510, 914, 540]
paragraph: পরীক্ষার্থীদের নির্ধারিত সময়ের আগে কেন্দ্রে প্রবেশের নির্দেশ দেওয়া হয়েছে। অভিভাবকদের কেন্দ্রের আশপাশে ভিড় না করার অনুরোধ জানানো হয়েছে।: [1082, 781, 1488, 811]
paragraph: তদন্তকারীরা বলছেন, তার সহযোগীদেরও শনাক্ত করা হচ্ছে। তাদের আইনের আওতায় আনা হবে।: [568, 1577, 914, 1607]
paragraph: শিক্ষক সমিতির নেতারা বলেন, বিশ্ববিদ্যালয়ের মর্যাদা রক্ষায় এ ধরনের সিদ্ধান্ত প্রয়োজন ছিল। তবে সব প্রক্রিয়া যেন স্বচ্ছ হয়।: [1082, 1445, 1488, 1475]
paragraph: বলেন, ‘আমার বন্ধু, প্রতিবেশী ও মধ্যপ্রাচ্যের অংশীদারদের সঙ্গে সম্পর্ক জোরদার করতেই এই সফর। দুই দেশের মধ্যে বাণিজ্য ও বিনিয়োগ বাড়ানোর সুযোগ রয়েছে।’: [568, 618, 914, 663]
story-source: তথ্যসূত্র: ঢাকাপোস্ট: [568, 1613, 647, 1625]
paragraph: জেলা প্রাথমিক শিক্ষা অফিস জানায়, পদোন্নতি ও সরাসরি নিয়োগ প্রক্রিয়া দীর্ঘদিন বন্ধ থাকায় এই সংকট তৈরি হয়েছে। বিষয়টি মন্ত্রণালয়কে জানানো হয়েছে।: [54, 1182, 400, 1228]
paragraph: ২০২৪ সালের ৫ আগস্টের পর বিভিন্ন জেলায় সরকারি কৌঁসুলি পদে পরিবর্তন আনা হয়।: [923, 906, 1072, 952]
story-source: তথ্যসূত্র: বাংলাট্রিবিউন: [1082, 1553, 1175, 1565]
column-4: [923, 134, 1072, 2370]
paragraph: স্থানীয় প্রশাসন জানায়, সভাস্থলে নিরাপত্তা জোরদার করা হয়েছে। কেউ যাতে আইনশৃঙ্খলা বিনষ্ট করতে না পারে সে বিষয়ে সতর্ক রয়েছে আইনশৃঙ্খলা বাহিনী।: [410, 1381, 559, 1460]
paragraph: এ ঘটনায় সংশ্লিষ্ট এলাকায় স্বস্তি ফিরে এসেছে। ভুক্তভোগীরা ন্যায়বিচারের প্রত্যাশা করছেন।: [568, 1541, 914, 1570]
paragraph: বিশ্ববিদ্যালয়ের প্রক্টর বলেন, ঘটনার সুষ্ঠু তদন্তের জন্য একটি কমিটি গঠন করা হয়েছে। তদন্ত প্রতিবেদন পাওয়ার পর দোষীদের বিরুদ্ধে ব্যবস্থা নেওয়া হবে।: [568, 330, 914, 359]
story-source: তথ্যসূত্র: বিডিনিউজ: [923, 1099, 1006, 1112]
paragraph: দলীয় সূত্র জানায়, তারা আইনিভাবেই বিষয়টি মোকাবিলা করবেন। নেতাকর্মীদের শান্ত থাকার আহ্বান জানানো হয়েছে।: [568, 1201, 914, 1230]
story-source: তথ্যসূত্র: আনাদোলু এজেন্সি, বাংলানিউজ: [923, 1409, 1040, 1437]
paragraph: এ বিষয়ে অভিযুক্তদের কারও বক্তব্য পাওয়া যায়নি। তাদের ব্যবহৃত মোবাইল ফোন বন্ধ পাওয়া গেছে।: [1082, 1178, 1488, 1207]
paragraph: পরে খবর পেয়ে পুলিশ ঘটনাস্থলে এসে মরদেহ উদ্ধার করে। ঘরের পেছনের দেয়ালে একটি বড় গর্ত দেখতে পায় পুলিশ। ঘর থেকে স্বর্ণালংকার ও নগদ টাকা খোয়া গেছে বলে জানান স্বজনরা।: [1082, 277, 1488, 323]
paragraph: অভিযুক্ত জিএস অবশ্য তার বিরুদ্ধে আনা অভিযোগ অস্বীকার করেছেন। তিনি দাবি করেন, তাকে হেয় করতেই এমন অভিযোগ আনা হয়েছে।: [568, 366, 914, 395]
story-headline: এবার সিলেট: [440, 1091, 529, 1111]
paragraph: রাজশাহীতে এ বছর পাটের উৎপাদন বেড়েছে। জাগ দেয়ার জন্য জলাশয় নিয়ে সমস্যা ছিল কিন্তু নদনদী দখল ও দূষণ সমস্যা রয়েছে। দাম পাওয়া নিয়ে সংশয় রয়েছে কৃষকদের মধ্যে। পাটের বাজার চাঙ্গা থাকায় কৃষকরা বেশ খুশি। কিন্তু তারা শঙ্কায় আছেন সিন্ডিকেট নিয়ে।: [54, 317, 400, 379]
continuation-label: প্রথম পৃষ্ঠার পর: [450, 160, 519, 175]
continuation-label: প্রথম পৃষ্ঠার পর: [705, 594, 776, 608]
paragraph: এদিকে বিভিন্ন ছাত্রসংগঠন ঘটনার নিন্দা জানিয়ে বিবৃতি দিয়েছে। তারা ক্যাম্পাসে শান্তিপূর্ণ পরিবেশ বজায় রাখার আহ্বান জানায়।: [568, 438, 914, 468]
story-headline: প্রশ্নপত্র পৌঁছে: [1227, 584, 1342, 608]
paragraph: কূটনৈতিক সূত্র জানায়, সফরটি দীর্ঘদিনের পরিকল্পনার ফল। উভয় দেশই সম্পর্ক এগিয়ে নিতে আগ্রহী।: [568, 847, 914, 877]
dateline: শুক্রবার, ৩১ জুলাই ২০২৬, ১৬ শ্রাবণ ১৪৩৩, ১৬ সফর ১৪৪৮: [1002, 97, 1311, 113]
story-headline: সাবেক মেয়র: [1232, 908, 1337, 932]
paragraph: স্বজনরা জানান, রাতে খাওয়া-দাওয়া শেষে তিনি নিজ কক্ষে ঘুমাতে যান। সকালে দীর্ঘক্ষণ দরজা না খোলায় পরিবারের সদস্যরা ডাকাডাকি করেন। সাড়া না পেয়ে জানালা দিয়ে দেখেন তিনি বিছানায় পড়ে আছেন।: [1082, 224, 1488, 270]
continuation-label: প্রথম পৃষ্ঠার পর: [450, 1116, 519, 1131]
story-source: তথ্যসূত্র: বাংলানিউজ: [410, 596, 497, 608]
paragraph: এ ঘটনায় এলাকায় শোকের ছায়া নেমে এসেছে। পুলিশ একটি অপমৃত্যু মামলা দায়ের করেছে।: [410, 1021, 559, 1067]
paragraph: তিনি বলেন, রাবির সব শিক্ষক ঐক্যবদ্ধ। বিশ্ববিদ্যালয়ে শিক্ষার পরিবেশ বজায় রাখতে সবাইকে সহযোগিতা করতে হবে।: [923, 253, 1072, 316]
editorial-label: সম্পাদকীয়: [54, 134, 400, 176]
story-source: তথ্যসূত্র: বাংলানিউজ: [568, 1273, 655, 1286]
story-headline: বাংলাদেশ: [965, 1133, 1030, 1153]
story-headline: সিঁদ কেটে: [1244, 136, 1325, 159]
paragraph: পুলিশ জানিয়েছে, পরিস্থিতি নিয়ন্ত্রণে অতিরিক্ত ফোর্স মোতায়েন করা হয়েছে। ঘটনাস্থল থেকে কয়েকজনকে আটক করা হয়েছে।: [410, 1295, 559, 1374]
story-ishwardi: [54, 606, 400, 1004]
story-2026: [410, 134, 559, 611]
